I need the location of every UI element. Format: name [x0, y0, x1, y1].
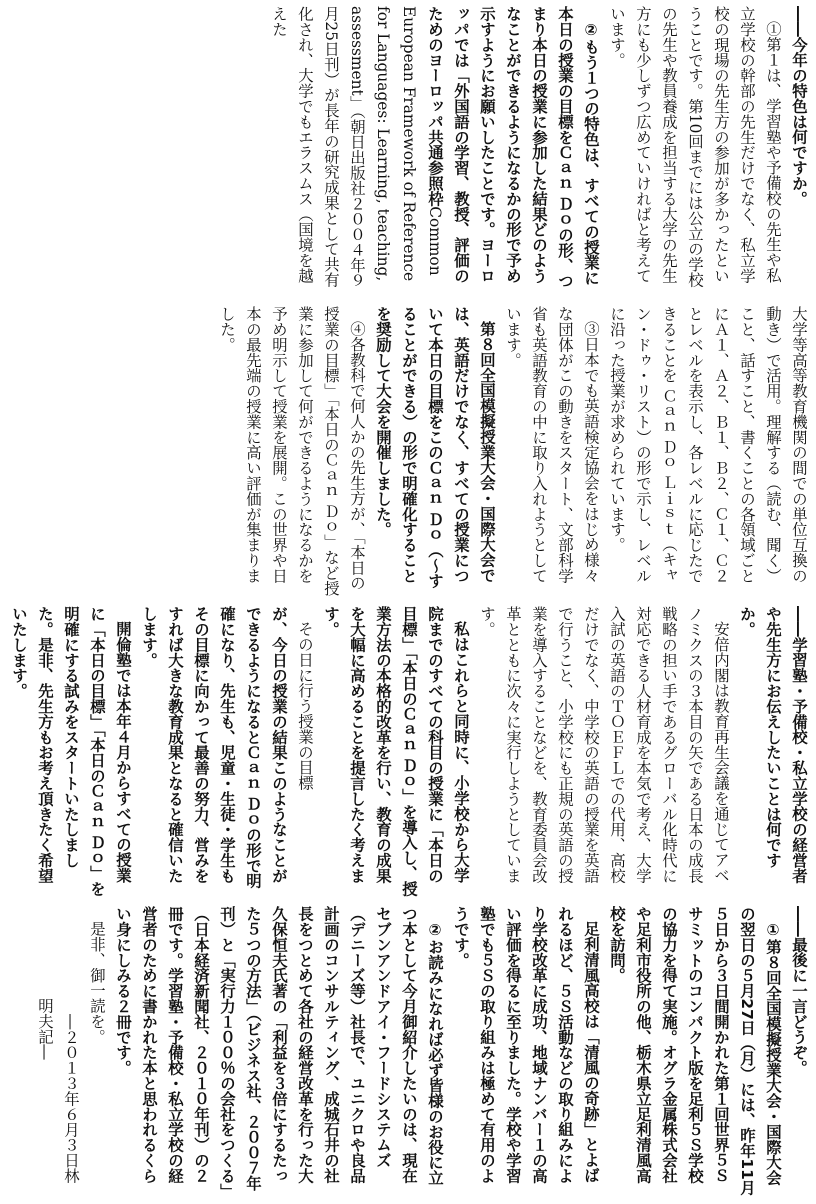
section-heading-features: ―― 今年の特色は何ですか。 — [786, 6, 812, 298]
section-heading-closing: ―― 最後に一言どうぞ。 — [786, 906, 812, 1198]
paragraph-bold: 私はこれらと同時に、小学校から大学院までのすべての科目の授業に「本日の目標」「本日のＣａｎ Ｄｏ」を導入し、授業方法の本格的改革を行い、教育の成果を大幅に高めることを提言したく考えます。 — [322, 606, 470, 897]
paragraph: ①第１は、学習塾や予備校の先生や私立学校の幹部の先生だけでなく、私立学校の現場の先生方の参加が多かったということです。第10回までには公立の学校の先生や教員養成を担当する大学の先生方にも少しずつ広めていければと考えています。 — [608, 6, 782, 288]
signature: ―２０１３年６月３日林明夫記― — [36, 998, 80, 1184]
vertical-text-block — [4, 6, 812, 298]
paragraph — [266, 6, 604, 298]
vertical-text-block — [4, 906, 812, 1198]
paragraph-bold: 開倫塾では本年４月からすべての授業に「本日の目標」「本日のＣａｎ Ｄｏ」を明確にする試みをスタートいたしました。是非、先生方もお考え頂きたく希望いたします。 — [10, 606, 132, 897]
bold-text: ②もう１つの特色は、すべての授業に本日の授業の目標をＣａｎ Ｄｏの形、つまり本日の授業に参加した結果どのようなことができるようになるかの形で予め示すようにお願いしたことです。ヨーロッパでは「外国語の学習、教授、評価のためのヨーロッパ共通参照枠 — [426, 6, 600, 289]
article-tier-4 — [4, 906, 812, 1198]
article-tier-3 — [4, 606, 812, 898]
paragraph-text: Common European Framework of Reference for Languages: Learning, teaching, assessment」（朝日出版社２００４年９月25日刊）が長年の研究成果として共有化され、大学でもエラスムス（国境を越えた — [270, 6, 444, 289]
paragraph-bold: が、今日の授業の結果このようなことができるようになるとＣａｎ Ｄｏの形で明確になり、先生も、児童・生徒・学生もその目標に向かって最善の努力、営みをすれば大きな教育成果となると確信いたします。 — [140, 606, 288, 889]
article-tier-1 — [4, 6, 812, 298]
vertical-text-block — [4, 306, 812, 598]
paragraph: 是非、御一読を。 — [88, 921, 106, 1045]
paragraph-bold: ②お読みになれば必ず皆様のお役に立つ本として今月御紹介したいのは、現在セブンアンドアイ・フードシステムズ（デニーズ等）社長で、ユニクロや良品計画のコンサルティング、成城石井の社長をつとめて各社の経営改革を行った大久保恒夫氏著の「利益を３倍にするたった５つの方法」（ビジネス社、２００７年刊）と「実行力１００％の会社をつくる」（日本経済新聞社、２０１０年刊）の２冊です。学習塾・予備校・私立学校の経営者のために書かれた本と思われるくらい身にしみる２冊です。 — [114, 906, 444, 1191]
vertical-text-block — [4, 606, 812, 898]
paragraph: 安倍内閣は教育再生会議を通じてアベノミクスの３本目の矢である日本の成長戦略の担い手であるグローバル化時代に対応できる人材育成を本気で考え、大学入試の英語のＴＯＥＦＬでの代用、高校だけでなく、中学校の英語の授業を英語で行うこと、小学校にも正規の英語の授業を導入することなどを、教育委員会改革とともに次々に実行しようとしています。 — [478, 606, 730, 884]
paragraph: 本の最先端の授業に高い評価が集まりました。 — [218, 306, 262, 584]
paragraph: ④各教科で何人かの先生方が、「本日の授業の目標」「本日のＣａｎ Ｄｏ」など授業に参加して何ができるようになるかを予め明示して授業を展開。この世界や日 — [270, 306, 366, 596]
paragraph-bold: 足利清風高校は「清風の奇跡」とよばれるほど、５Ｓ活動などの取り組みにより学校改革に成功、地域ナンバー１の高い評価を得るに至りました。学校や学習塾でも５Ｓの取り組みは極めて有用のようです。 — [452, 906, 600, 1184]
section-heading-message: ―― 学習塾・予備校・私立学校の経営者や先生方にお伝えしたいことは何ですか。 — [734, 606, 812, 898]
paragraph: その日に行う授業の目標 — [296, 621, 314, 791]
article-tier-2 — [4, 306, 812, 598]
paragraph-bold: 第８回全国模擬授業大会・国際大会では、英語だけでなく、すべての授業について本日の目標をこのＣａｎ Ｄｏ（～することができる）の形で明確化することを奨励して大会を開催しました。 — [374, 306, 496, 589]
paragraph: 大学等高等教育機関の間での単位互換の動き）で活用。理解する（読む、聞く）こと、話すこと、書くことの各領域ごとにＡ１、Ａ２、Ｂ１、Ｂ２、Ｃ１、Ｃ２とレベルを表示し、各レベルに応じたできることを Ｃａｎ Ｄｏ Ｌｉｓｔ（キャン・ドゥ・リスト）の形で示し、レベルに沿った授業が求められています。 — [608, 306, 808, 584]
paragraph-bold: ①第８回全国模擬授業大会・国際大会の翌日の５月27日（月）には、昨年11月５日から３日間開かれた第１回世界５Ｓサミットのコンパクト版を足利５Ｓ学校の協力を得て実施。オグラ金属株式会社や足利市役所の他、栃木県立足利清風高校を訪問。 — [608, 906, 782, 1196]
paragraph: ③日本でも英語検定協会をはじめ様々な団体がこの動きをスタート、文部科学省も英語教育の中に取り入れようとしています。 — [504, 306, 600, 584]
